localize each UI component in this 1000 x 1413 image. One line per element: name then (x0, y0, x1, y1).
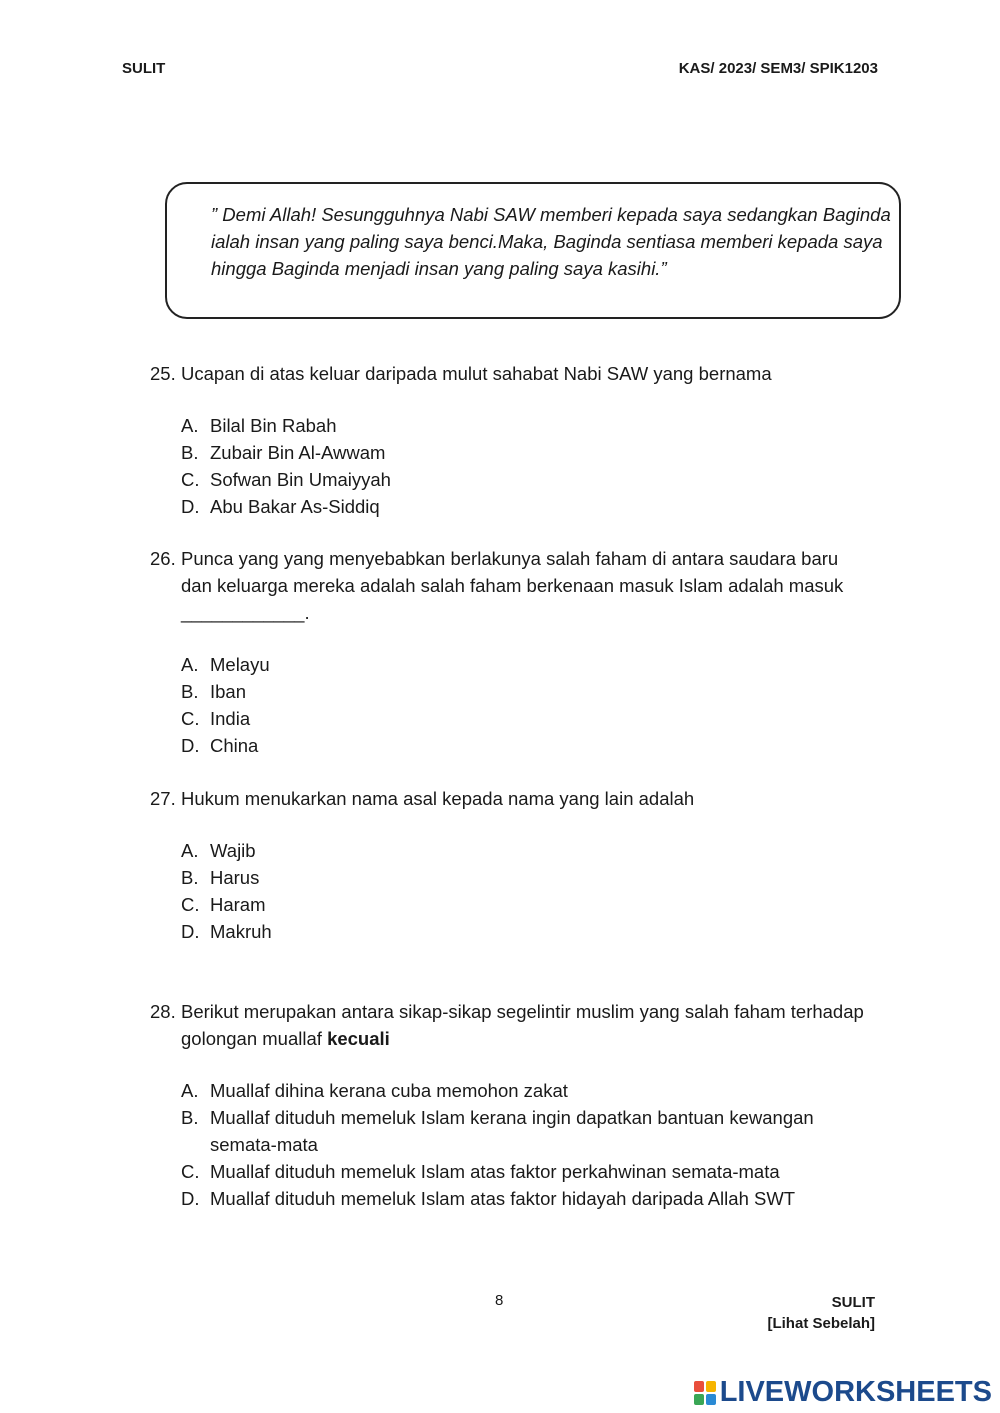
options-list (181, 412, 870, 520)
question-number: 28. (150, 1001, 176, 1022)
option-b[interactable] (181, 1104, 870, 1158)
option-letter: B. (181, 681, 199, 702)
question-text (181, 998, 870, 1052)
option-text: India (210, 708, 251, 729)
question-text: Punca yang yang menyebabkan berlakunya salah faham di antara saudara baru dan keluarga mereka adalah salah faham berkenaan masuk Islam adalah masuk ____________. (181, 548, 844, 623)
option-letter: A. (181, 415, 199, 436)
option-text: Makruh (210, 921, 272, 942)
liveworksheets-logo-icon (694, 1381, 716, 1405)
option-text: Melayu (210, 654, 270, 675)
option-d[interactable] (181, 918, 870, 945)
option-letter: B. (181, 867, 199, 888)
footer-sulit: SULIT (831, 1294, 875, 1311)
option-c[interactable] (181, 705, 870, 732)
option-a[interactable] (181, 412, 870, 439)
option-letter: C. (181, 469, 200, 490)
option-letter: A. (181, 840, 199, 861)
options-list (181, 651, 870, 759)
option-letter: A. (181, 1080, 199, 1101)
option-c[interactable] (181, 891, 870, 918)
liveworksheets-brand[interactable] (694, 1376, 992, 1409)
quote-text: ” Demi Allah! Sesungguhnya Nabi SAW memberi kepada saya sedangkan Baginda ialah insan yang paling saya benci.Maka, Baginda sentiasa memberi kepada saya hingga Baginda menjadi insan yang paling saya kasihi.” (211, 204, 891, 279)
question-number: 26. (150, 548, 176, 569)
options-list (181, 837, 870, 945)
question-text: Ucapan di atas keluar daripada mulut sahabat Nabi SAW yang bernama (181, 363, 772, 384)
option-text: China (210, 735, 259, 756)
footer-next-page: [Lihat Sebelah] (767, 1315, 875, 1332)
option-letter: A. (181, 654, 199, 675)
question-28 (150, 998, 870, 1212)
option-text: Bilal Bin Rabah (210, 415, 337, 436)
question-emphasis: kecuali (327, 1028, 390, 1049)
page-number: 8 (495, 1292, 504, 1309)
option-c[interactable] (181, 1158, 870, 1185)
option-d[interactable] (181, 732, 870, 759)
option-a[interactable] (181, 837, 870, 864)
option-text: Muallaf dituduh memeluk Islam kerana ingin dapatkan bantuan kewangan semata-mata (210, 1107, 814, 1155)
option-letter: D. (181, 1188, 200, 1209)
brand-name: LIVEWORKSHEETS (719, 1376, 992, 1408)
question-number: 27. (150, 788, 176, 809)
logo-square-4 (706, 1394, 716, 1405)
option-letter: D. (181, 735, 200, 756)
option-text: Muallaf dituduh memeluk Islam atas faktor perkahwinan semata-mata (210, 1161, 780, 1182)
option-a[interactable] (181, 651, 870, 678)
option-letter: B. (181, 1107, 199, 1128)
option-text: Harus (210, 867, 260, 888)
header-right: KAS/ 2023/ SEM3/ SPIK1203 (678, 60, 878, 77)
option-letter: D. (181, 921, 200, 942)
logo-square-3 (694, 1394, 704, 1405)
option-text: Muallaf dihina kerana cuba memohon zakat (210, 1080, 568, 1101)
option-text: Iban (210, 681, 247, 702)
logo-square-1 (694, 1381, 704, 1392)
option-letter: C. (181, 1161, 200, 1182)
question-25 (150, 360, 870, 520)
question-number: 25. (150, 363, 176, 384)
option-letter: D. (181, 496, 200, 517)
footer-right (767, 1292, 875, 1334)
option-letter: C. (181, 708, 200, 729)
option-letter: C. (181, 894, 200, 915)
option-text: Haram (210, 894, 266, 915)
option-letter: B. (181, 442, 199, 463)
option-a[interactable] (181, 1077, 870, 1104)
question-text-main: Berikut merupakan antara sikap-sikap segelintir muslim yang salah faham terhadap golongan muallaf (181, 1001, 864, 1049)
option-c[interactable] (181, 466, 870, 493)
logo-square-2 (706, 1381, 716, 1392)
question-text: Hukum menukarkan nama asal kepada nama yang lain adalah (181, 788, 695, 809)
option-text: Muallaf dituduh memeluk Islam atas faktor hidayah daripada Allah SWT (210, 1188, 796, 1209)
option-b[interactable] (181, 864, 870, 891)
option-text: Zubair Bin Al-Awwam (210, 442, 386, 463)
option-b[interactable] (181, 439, 870, 466)
question-26 (150, 545, 870, 759)
question-27 (150, 785, 870, 945)
option-d[interactable] (181, 493, 870, 520)
option-text: Abu Bakar As-Siddiq (210, 496, 380, 517)
options-list (181, 1077, 870, 1212)
option-b[interactable] (181, 678, 870, 705)
option-text: Sofwan Bin Umaiyyah (210, 469, 391, 490)
quote-box (165, 182, 901, 319)
option-text: Wajib (210, 840, 256, 861)
header-left: SULIT (122, 60, 166, 77)
option-d[interactable] (181, 1185, 870, 1212)
